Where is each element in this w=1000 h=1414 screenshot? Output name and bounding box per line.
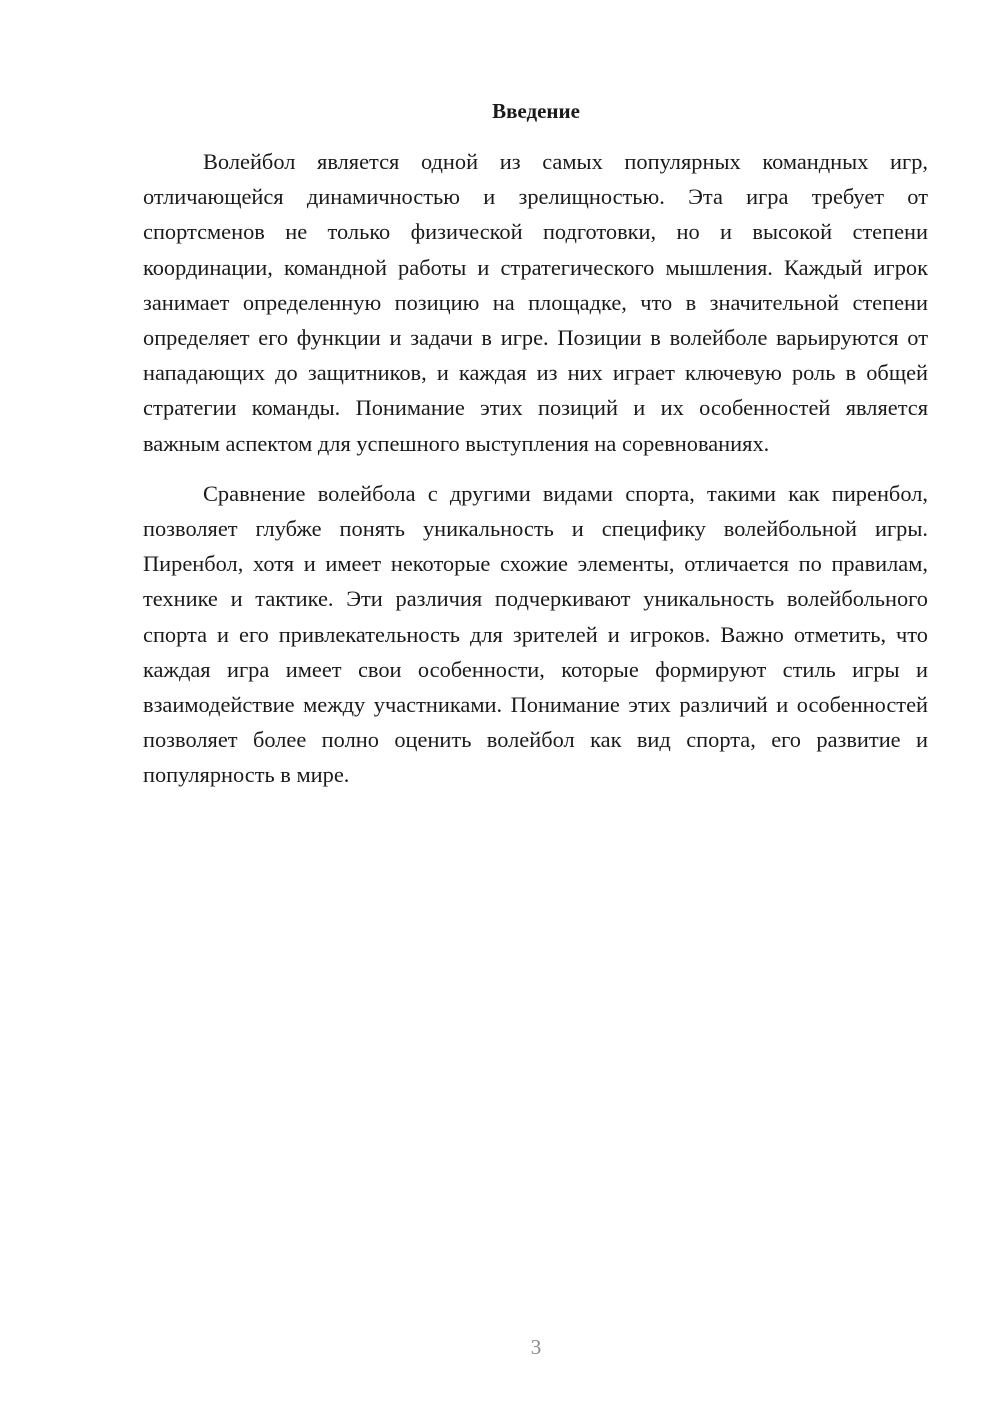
- body-text: [143, 144, 928, 793]
- page-number: 3: [530, 1335, 542, 1359]
- section-title: Введение: [492, 99, 580, 123]
- paragraph-1: Волейбол является одной из самых популярных командных игр, отличающейся динамичностью и зрелищностью. Эта игра требует от спортсменов не только физической подготовки, но и высокой степени координации, командной работы и стратегического мышления. Каждый игрок занимает определенную позицию на площадке, что в значительной степени определяет его функции и задачи в игре. Позиции в волейболе варьируются от нападающих до защитников, и каждая из них играет ключевую роль в общей стратегии команды. Понимание этих позиций и их особенностей является важным аспектом для успешного выступления на соревнованиях.: [143, 149, 928, 456]
- paragraph-2: Сравнение волейбола с другими видами спорта, такими как пиренбол, позволяет глубже понять уникальность и специфику волейбольной игры. Пиренбол, хотя и имеет некоторые схожие элементы, отличается по правилам, технике и тактике. Эти различия подчеркивают уникальность волейбольного спорта и его привлекательность для зрителей и игроков. Важно отметить, что каждая игра имеет свои особенности, которые формируют стиль игры и взаимодействие между участниками. Понимание этих различий и особенностей позволяет более полно оценить волейбол как вид спорта, его развитие и популярность в мире.: [143, 480, 928, 788]
